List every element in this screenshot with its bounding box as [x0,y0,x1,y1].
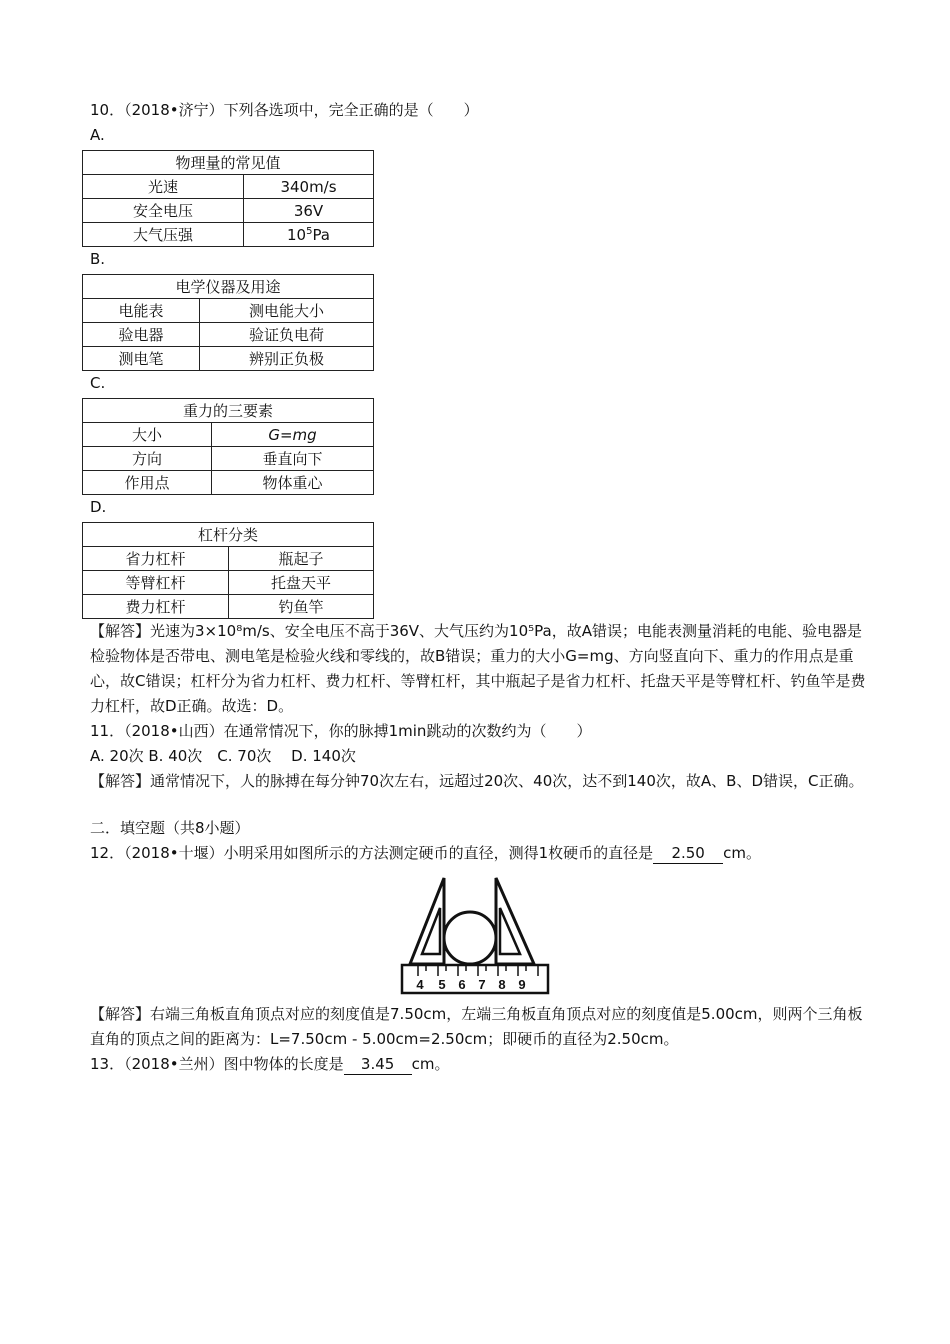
table-row [83,223,374,247]
q12-answer-blank: 2.50 [653,843,723,864]
ruler-digit: 7 [478,977,486,992]
table-cell: 托盘天平 [229,571,374,595]
q10-option-b [90,247,880,371]
q13-stem-unit: cm。 [411,1055,450,1073]
right-triangle [496,878,534,964]
q12-stem-text: 12．（2018•十堰）小明采用如图所示的方法测定硬币的直径，测得1枚硬币的直径是 [90,844,654,862]
value-base: 10 [286,225,307,244]
ruler-digit: 8 [498,977,506,992]
ruler-digit: 4 [416,977,424,992]
table-title: 杠杆分类 [83,523,374,547]
ruler-digit: 6 [458,977,466,992]
coin-ruler-figure [400,872,550,1002]
table-row [83,299,374,323]
table-physical-quantities [82,150,374,247]
table-cell: 安全电压 [83,199,244,223]
table-gravity-elements [82,398,374,495]
q13-stem-text: 13．（2018•兰州）图中物体的长度是 [90,1055,344,1073]
table-cell: 大气压强 [83,223,244,247]
table-cell: 测电能大小 [200,299,374,323]
coin [444,912,496,964]
option-label: B. [90,250,106,268]
table-cell [244,223,374,247]
table-cell: 省力杠杆 [83,547,229,571]
q13-answer-blank: 3.45 [344,1054,412,1075]
table-row [83,571,374,595]
table-electrical-instruments [82,274,374,371]
table-title: 重力的三要素 [83,399,374,423]
option-label: A. [90,126,105,144]
table-cell: 电能表 [83,299,200,323]
section-heading: 二．填空题（共8小题） [90,819,250,837]
table-row [83,595,374,619]
table-cell: 瓶起子 [229,547,374,571]
table-cell: 物体重心 [212,471,374,495]
table-cell: 大小 [83,423,212,447]
q12-answer: 【解答】右端三角板直角顶点对应的刻度值是7.50cm，左端三角板直角顶点对应的刻度值是5.00cm，则两个三角板直角的顶点之间的距离为：L=7.50cm - 5.00cm=2.50cm；即硬币的直径为2.50cm。 [90,1005,863,1048]
table-cell: 辨别正负极 [200,347,374,371]
q10-stem: 10．（2018•济宁）下列各选项中，完全正确的是（ ） [90,101,479,119]
table-cell: 钓鱼竿 [229,595,374,619]
ruler-digit: 5 [438,977,446,992]
value-unit: Pa [312,225,331,244]
ruler-digit: 9 [518,977,526,992]
table-cell: 36V [244,199,374,223]
table-cell: 作用点 [83,471,212,495]
q10-answer: 【解答】光速为3×10⁸m/s、安全电压不高于36V、大气压约为10⁵Pa，故A错误；电能表测量消耗的电能、验电器是检验物体是否带电、测电笔是检验火线和零线的，故B错误；重力的大小G=mg、方向竖直向下、重力的作用点是重心，故C错误；杠杆分为省力杠杆、费力杠杆、等臂杠杆，其中瓶起子是省力杠杆、托盘天平是等臂杠杆、钓鱼竿是费力杠杆，故D正确。故选：D。 [90,622,866,715]
table-cell: 光速 [83,175,244,199]
q11-choices: A. 20次 B. 40次 C. 70次 D. 140次 [90,747,356,765]
table-row [83,547,374,571]
coin-ruler-drawing [400,872,550,1002]
q10-option-c [90,371,880,495]
table-cell: 方向 [83,447,212,471]
table-cell: 验证负电荷 [200,323,374,347]
q11-stem: 11．（2018•山西）在通常情况下，你的脉搏1min跳动的次数约为（ ） [90,722,592,740]
table-row [83,323,374,347]
table-row [83,471,374,495]
option-label: D. [90,498,107,516]
table-row [83,447,374,471]
q12-stem-unit: cm。 [723,844,762,862]
table-row [83,199,374,223]
table-lever-types [82,522,374,619]
q12-stem [90,841,880,866]
table-cell: 费力杠杆 [83,595,229,619]
table-cell: 垂直向下 [212,447,374,471]
q10-option-a [90,123,880,247]
table-cell: 340m/s [244,175,374,199]
table-cell: 测电笔 [83,347,200,371]
value-exponent: 5 [306,225,313,237]
table-title: 物理量的常见值 [83,151,374,175]
table-row [83,347,374,371]
table-row [83,175,374,199]
table-row [83,423,374,447]
document-page [90,98,880,1077]
option-label: C. [90,374,106,392]
table-title: 电学仪器及用途 [83,275,374,299]
q11-answer: 【解答】通常情况下，人的脉搏在每分钟70次左右，远超过20次、40次，达不到140次，故A、B、D错误，C正确。 [90,772,864,790]
table-cell: 验电器 [83,323,200,347]
q13-stem [90,1052,880,1077]
q10-option-d [90,495,880,619]
table-cell: 等臂杠杆 [83,571,229,595]
table-cell: G=mg [212,423,374,447]
